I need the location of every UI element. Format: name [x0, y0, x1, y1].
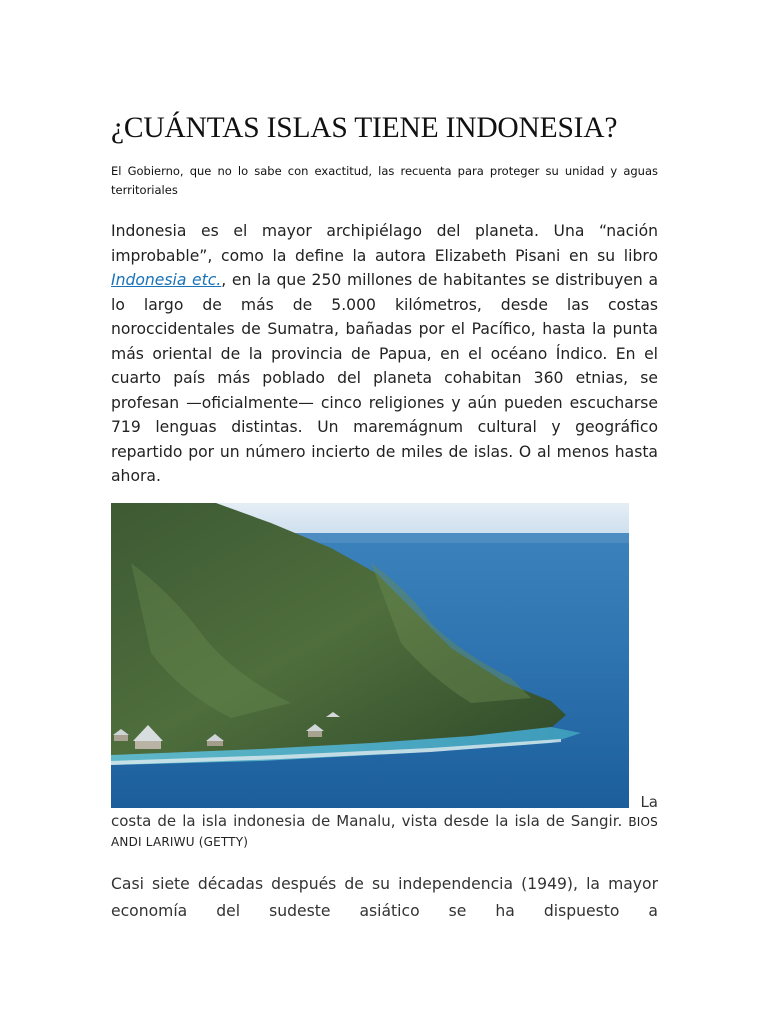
- article-title: ¿CUÁNTAS ISLAS TIENE INDONESIA?: [111, 112, 618, 144]
- lead-paragraph: [111, 219, 658, 489]
- article-subtitle: El Gobierno, que no lo sabe con exactitud, las recuenta para proteger su unidad y aguas territoriales: [111, 164, 658, 197]
- book-link[interactable]: Indonesia etc.: [111, 271, 222, 289]
- lead-text-start: Indonesia es el mayor archipiélago del planeta. Una “nación improbable”, como la define la autora Elizabeth Pisani en su libro: [111, 222, 658, 265]
- body-paragraph: Casi siete décadas después de su independencia (1949), la mayor economía del sudeste asiático se ha dispuesto a: [111, 875, 658, 920]
- photo-credit: BIOS ANDI LARIWU (GETTY): [111, 815, 658, 849]
- caption-lead-in: La: [640, 793, 658, 811]
- photo-caption: [111, 793, 658, 852]
- caption-text: costa de la isla indonesia de Manalu, vista desde la isla de Sangir.: [111, 812, 623, 830]
- island-photo: [111, 503, 629, 808]
- lead-text-end: , en la que 250 millones de habitantes se distribuyen a lo largo de más de 5.000 kilómetros, desde las costas noroccidentales de Sumatra, bañadas por el Pacífico, hasta la punta más oriental de la provincia de Papua, en el océano Índico. En el cuarto país más poblado del planeta cohabitan 360 etnias, se profesan —oficialmente— cinco religiones y aún pueden escucharse 719 lenguas distintas. Un maremágnum cultural y geográfico repartido por un número incierto de miles de islas. O al menos hasta ahora.: [111, 271, 658, 485]
